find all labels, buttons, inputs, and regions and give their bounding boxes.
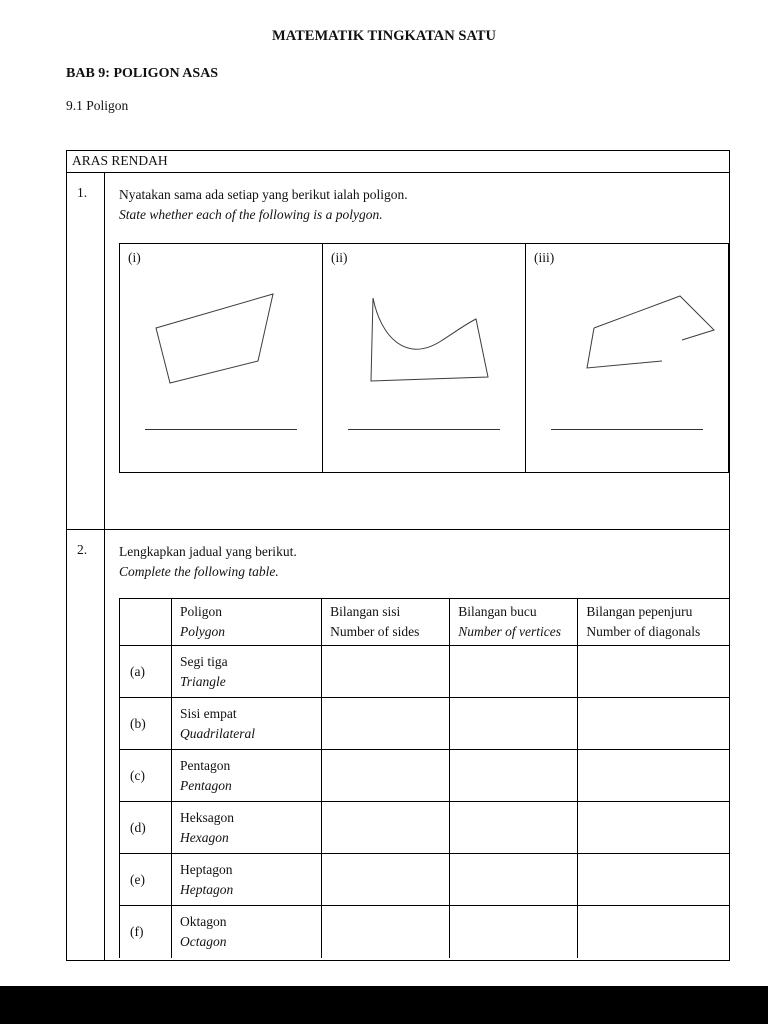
polygon-name-cell: Segi tiga Triangle <box>172 646 322 698</box>
question-1-text-english: State whether each of the following is a polygon. <box>119 207 383 222</box>
row-label: (c) <box>120 750 172 802</box>
vertices-answer-cell[interactable] <box>450 906 578 958</box>
polygon-name-cell: Oktagon Octagon <box>172 906 322 958</box>
polygon-name-cell: Heptagon Heptagon <box>172 854 322 906</box>
worksheet-table <box>66 150 730 961</box>
table-row-pentagon <box>120 750 730 802</box>
figure-cell-iii <box>526 244 729 472</box>
row-label: (e) <box>120 854 172 906</box>
figure-label-i: (i) <box>128 250 141 265</box>
section-heading: 9.1 Poligon <box>66 98 129 113</box>
diagonals-answer-cell[interactable] <box>578 906 729 958</box>
row-label: (d) <box>120 802 172 854</box>
question-2-content <box>105 530 729 960</box>
question-1-number: 1. <box>67 173 105 529</box>
figure-cell-ii <box>323 244 526 472</box>
scan-edge-bar <box>0 986 768 1024</box>
diagonals-answer-cell[interactable] <box>578 802 729 854</box>
diagonals-answer-cell[interactable] <box>578 646 729 698</box>
figure-cell-i <box>120 244 323 472</box>
question-2-row <box>67 530 729 960</box>
curved-edge-shape <box>329 266 519 401</box>
sides-answer-cell[interactable] <box>322 802 450 854</box>
diagonals-answer-cell[interactable] <box>578 854 729 906</box>
table-row-quadrilateral <box>120 698 730 750</box>
sides-answer-cell[interactable] <box>322 646 450 698</box>
sides-answer-cell[interactable] <box>322 750 450 802</box>
figure-label-ii: (ii) <box>331 250 348 265</box>
open-polyline-shape <box>532 266 732 401</box>
level-header: ARAS RENDAH <box>67 151 729 173</box>
table-row-hexagon <box>120 802 730 854</box>
question-1-row <box>67 173 729 530</box>
figure-table <box>119 243 729 473</box>
vertices-answer-cell[interactable] <box>450 698 578 750</box>
vertices-answer-cell[interactable] <box>450 854 578 906</box>
polygon-name-cell: Pentagon Pentagon <box>172 750 322 802</box>
figure-label-iii: (iii) <box>534 250 555 265</box>
question-2-text-malay: Lengkapkan jadual yang berikut. <box>119 544 297 559</box>
answer-line-iii[interactable] <box>551 429 703 430</box>
answer-line-ii[interactable] <box>348 429 500 430</box>
question-1-text-malay: Nyatakan sama ada setiap yang berikut ialah poligon. <box>119 187 408 202</box>
row-label: (b) <box>120 698 172 750</box>
question-2-number: 2. <box>67 530 105 960</box>
chapter-heading: BAB 9: POLIGON ASAS <box>66 66 219 81</box>
vertices-answer-cell[interactable] <box>450 802 578 854</box>
question-1-content <box>105 173 729 529</box>
header-vertices: Bilangan bucu Number of vertices <box>450 599 578 646</box>
table-row-octagon <box>120 906 730 958</box>
table-row-heptagon <box>120 854 730 906</box>
document-title: MATEMATIK TINGKATAN SATU <box>272 28 496 44</box>
sides-answer-cell[interactable] <box>322 906 450 958</box>
question-2-text-english: Complete the following table. <box>119 564 279 579</box>
diagonals-answer-cell[interactable] <box>578 698 729 750</box>
vertices-answer-cell[interactable] <box>450 646 578 698</box>
header-sides: Bilangan sisi Number of sides <box>322 599 450 646</box>
sides-answer-cell[interactable] <box>322 854 450 906</box>
table-row-triangle <box>120 646 730 698</box>
corner-cell <box>120 599 172 646</box>
row-label: (a) <box>120 646 172 698</box>
polygon-name-cell: Heksagon Hexagon <box>172 802 322 854</box>
polygon-table <box>119 598 729 958</box>
closed-quadrilateral-shape <box>126 266 316 401</box>
polygon-name-cell: Sisi empat Quadrilateral <box>172 698 322 750</box>
diagonals-answer-cell[interactable] <box>578 750 729 802</box>
answer-line-i[interactable] <box>145 429 297 430</box>
vertices-answer-cell[interactable] <box>450 750 578 802</box>
row-label: (f) <box>120 906 172 958</box>
header-diagonals: Bilangan pepenjuru Number of diagonals <box>578 599 729 646</box>
sides-answer-cell[interactable] <box>322 698 450 750</box>
polygon-table-header-row <box>120 599 730 646</box>
header-polygon: Poligon Polygon <box>172 599 322 646</box>
